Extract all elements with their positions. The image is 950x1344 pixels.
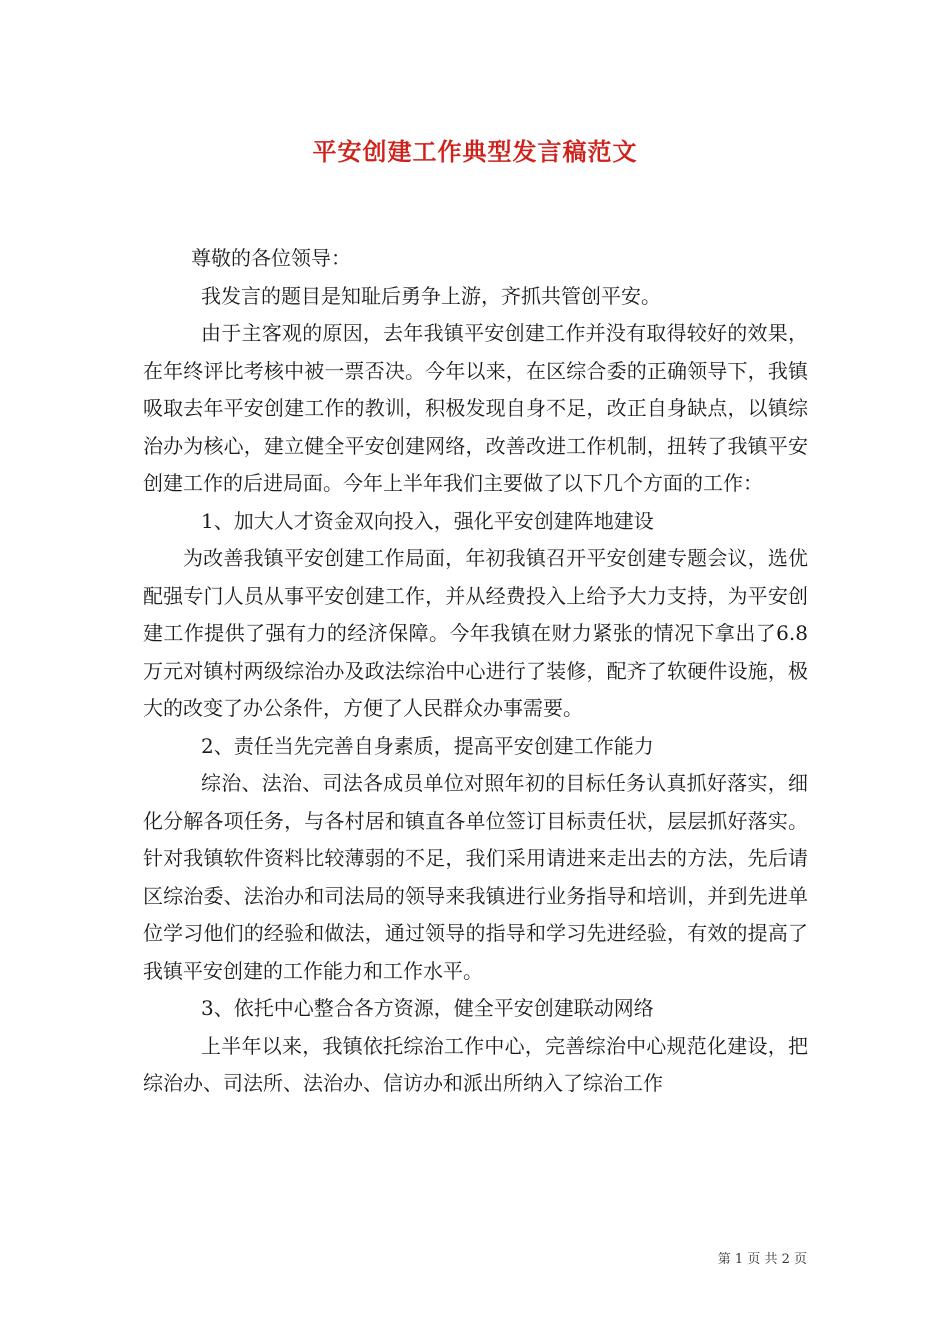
paragraph: 我发言的题目是知耻后勇争上游，齐抓共管创平安。 [201,283,661,308]
section-heading: 2、责任当先完善自身素质，提高平安创建工作能力 [201,733,654,758]
page-number: 第 1 页 共 2 页 [717,1252,807,1267]
document-title: 平安创建工作典型发言稿范文 [312,137,638,166]
paragraph: 综治、法治、司法各成员单位对照年初的目标任务认真抓好落实，细化分解各项任务，与各村居和镇直各单位签订目标责任状，层层抓好落实。针对我镇软件资料比较薄弱的不足，我们采用请进来走出去的方法，先后请区综治委、法治办和司法局的领导来我镇进行业务指导和培训，并到先进单位学习他们的经验和做法，通过领导的指导和学习先进经验，有效的提高了我镇平安创建的工作能力和工作水平。 [143,771,808,983]
section-heading: 1、加大人才资金双向投入，强化平安创建阵地建设 [201,508,654,533]
paragraph: 由于主客观的原因，去年我镇平安创建工作并没有取得较好的效果，在年终评比考核中被一票否决。今年以来，在区综合委的正确领导下，我镇吸取去年平安创建工作的教训，积极发现自身不足，改正自身缺点，以镇综治办为核心，建立健全平安创建网络，改善改进工作机制，扭转了我镇平安创建工作的后进局面。今年上半年我们主要做了以下几个方面的工作： [143,321,808,495]
paragraph: 为改善我镇平安创建工作局面，年初我镇召开平安创建专题会议，选优配强专门人员从事平安创建工作，并从经费投入上给予大力支持，为平安创建工作提供了强有力的经济保障。今年我镇在财力紧张的情况下拿出了6.8万元对镇村两级综治办及政法综治中心进行了装修，配齐了软硬件设施，极大的改变了办公条件，方便了人民群众办事需要。 [143,546,808,720]
section-heading: 3、依托中心整合各方资源，健全平安创建联动网络 [201,996,654,1020]
salutation: 尊敬的各位领导： [191,246,351,270]
paragraph: 上半年以来，我镇依托综治工作中心，完善综治中心规范化建设，把综治办、司法所、法治办、信访办和派出所纳入了综治工作 [143,1033,808,1095]
document-body [143,240,808,1103]
